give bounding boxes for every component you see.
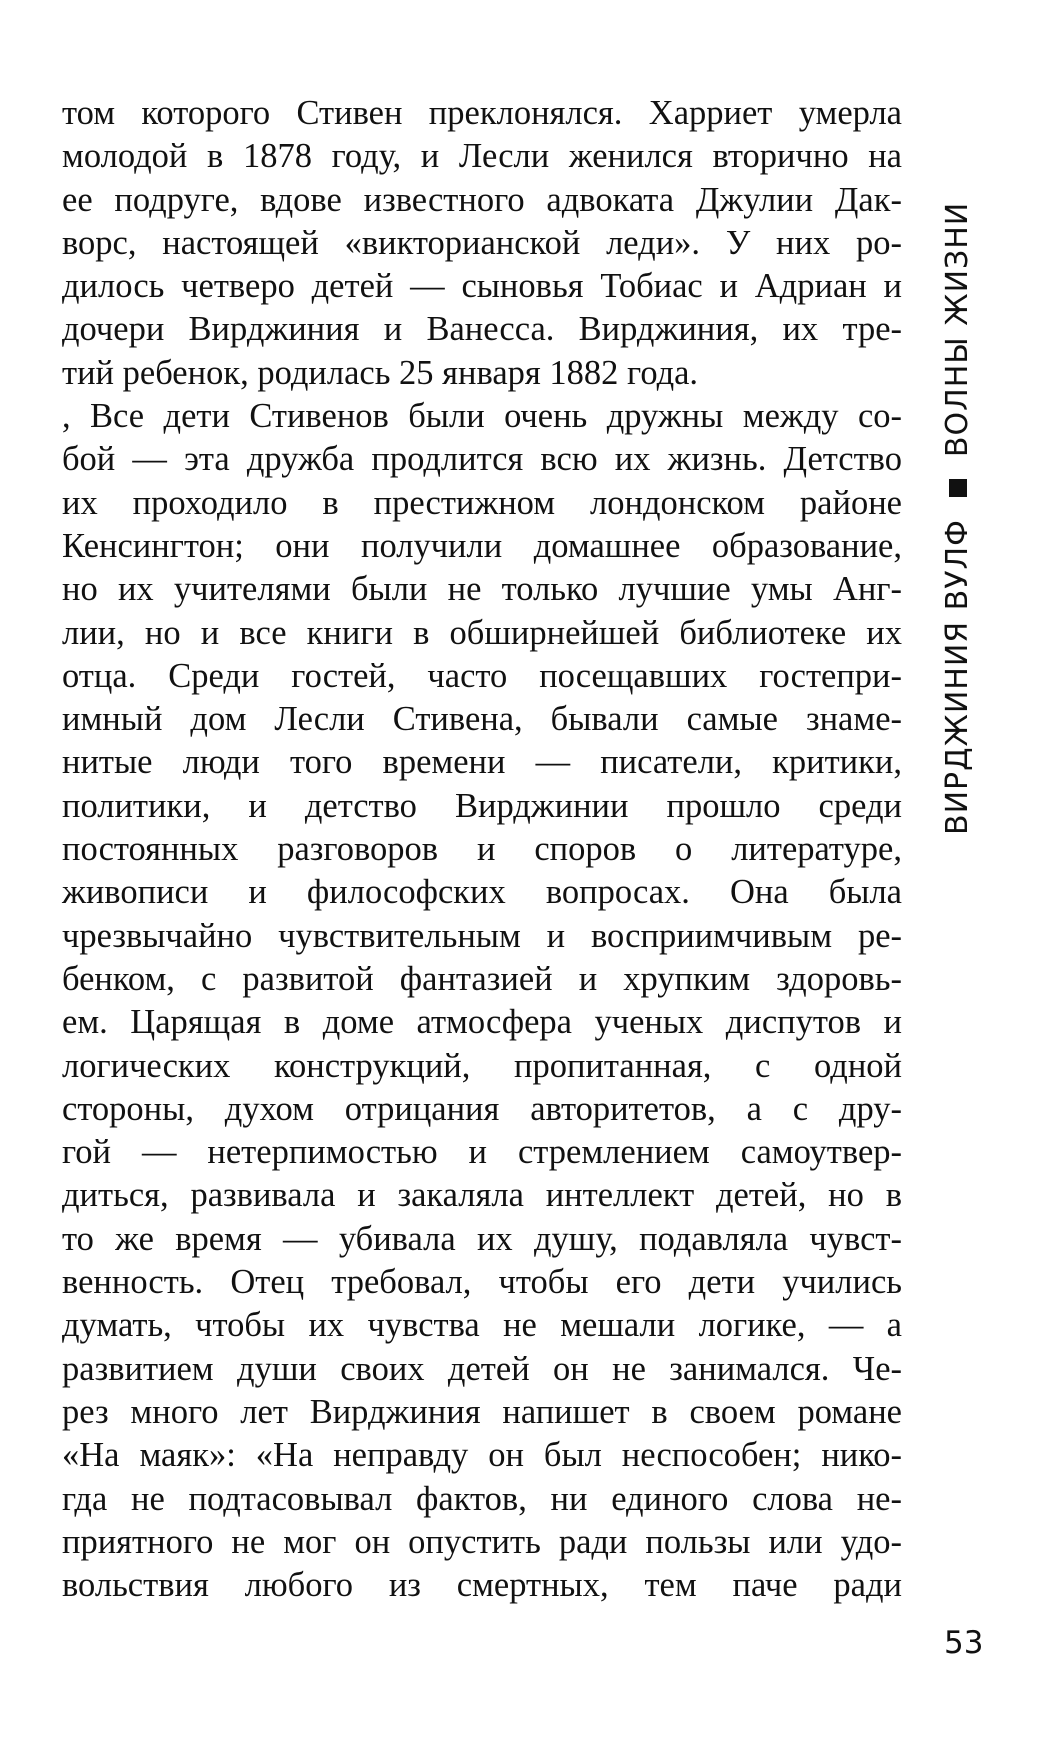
text-line: бой — эта дружба продлится всю их жизнь. Детство <box>62 440 902 479</box>
text-line: думать, чтобы их чувства не мешали логике, — а <box>62 1306 902 1345</box>
text-line: ем. Царящая в доме атмосфера ученых диспутов и <box>62 1003 902 1042</box>
text-line: стороны, духом отрицания авторитетов, а с дру- <box>62 1089 902 1128</box>
body-text <box>62 92 902 1607</box>
running-head <box>940 202 975 835</box>
text-line: гой — нетерпимостью и стремлением самоутвер- <box>62 1133 902 1172</box>
text-line: лии, но и все книги в обширнейшей библиотеке их <box>62 613 902 652</box>
text-line: Кенсингтон; они получили домашнее образование, <box>62 526 902 565</box>
text-line: то же время — убивала их душу, подавляла чувст- <box>62 1219 902 1258</box>
page-number: 53 <box>944 1625 984 1661</box>
text-line: живописи и философских вопросах. Она была <box>62 873 902 912</box>
text-line: нитые люди того времени — писатели, критики, <box>62 743 902 782</box>
text-line: венность. Отец требовал, чтобы его дети учились <box>62 1263 902 1302</box>
text-line: бенком, с развитой фантазией и хрупким здоровь- <box>62 959 902 998</box>
text-line: постоянных разговоров и споров о литературе, <box>62 830 902 869</box>
text-line: отца. Среди гостей, часто посещавших гостепри- <box>62 656 902 695</box>
text-line: дочери Вирджиния и Ванесса. Вирджиния, их тре- <box>62 310 902 349</box>
text-line: логических конструкций, пропитанная, с одной <box>62 1046 902 1085</box>
text-line: молодой в 1878 году, и Лесли женился вторично на <box>62 137 902 176</box>
running-head-title: ВОЛНЫ ЖИЗНИ <box>940 201 975 458</box>
square-separator-icon <box>949 479 967 497</box>
text-line: тий ребенок, родилась 25 января 1882 года. <box>62 353 699 392</box>
text-line: имный дом Лесли Стивена, бывали самые знаме- <box>62 700 902 739</box>
text-line: ее подруге, вдове известного адвоката Джулии Дак- <box>62 180 902 219</box>
text-line: , Все дети Стивенов были очень дружны между со- <box>62 397 902 436</box>
text-line: развитием души своих детей он не занимался. Че- <box>62 1349 902 1388</box>
text-line: приятного не мог он опустить ради пользы или удо- <box>62 1522 902 1561</box>
text-line: рез много лет Вирджиния напишет в своем романе <box>62 1392 902 1431</box>
text-line: политики, и детство Вирджинии прошло среди <box>62 786 902 825</box>
text-line: том которого Стивен преклонялся. Харриет умерла <box>62 94 902 132</box>
text-line: гда не подтасовывал фактов, ни единого слова не- <box>62 1479 902 1518</box>
text-line: вольствия любого из смертных, тем паче ради <box>62 1566 902 1605</box>
running-head-author: ВИРДЖИНИЯ ВУЛФ <box>940 519 975 835</box>
text-line: их проходило в престижном лондонском районе <box>62 483 902 522</box>
text-line: «На маяк»: «На неправду он был неспособен; нико- <box>62 1436 902 1475</box>
text-line: ворс, настоящей «викторианской леди». У них ро- <box>62 223 902 262</box>
text-line: дилось четверо детей — сыновья Тобиас и Адриан и <box>62 267 902 306</box>
text-line: но их учителями были не только лучшие умы Анг- <box>62 570 902 609</box>
text-line: диться, развивала и закаляла интеллект детей, но в <box>62 1176 902 1215</box>
text-line: чрезвычайно чувствительным и восприимчивым ре- <box>62 916 902 955</box>
